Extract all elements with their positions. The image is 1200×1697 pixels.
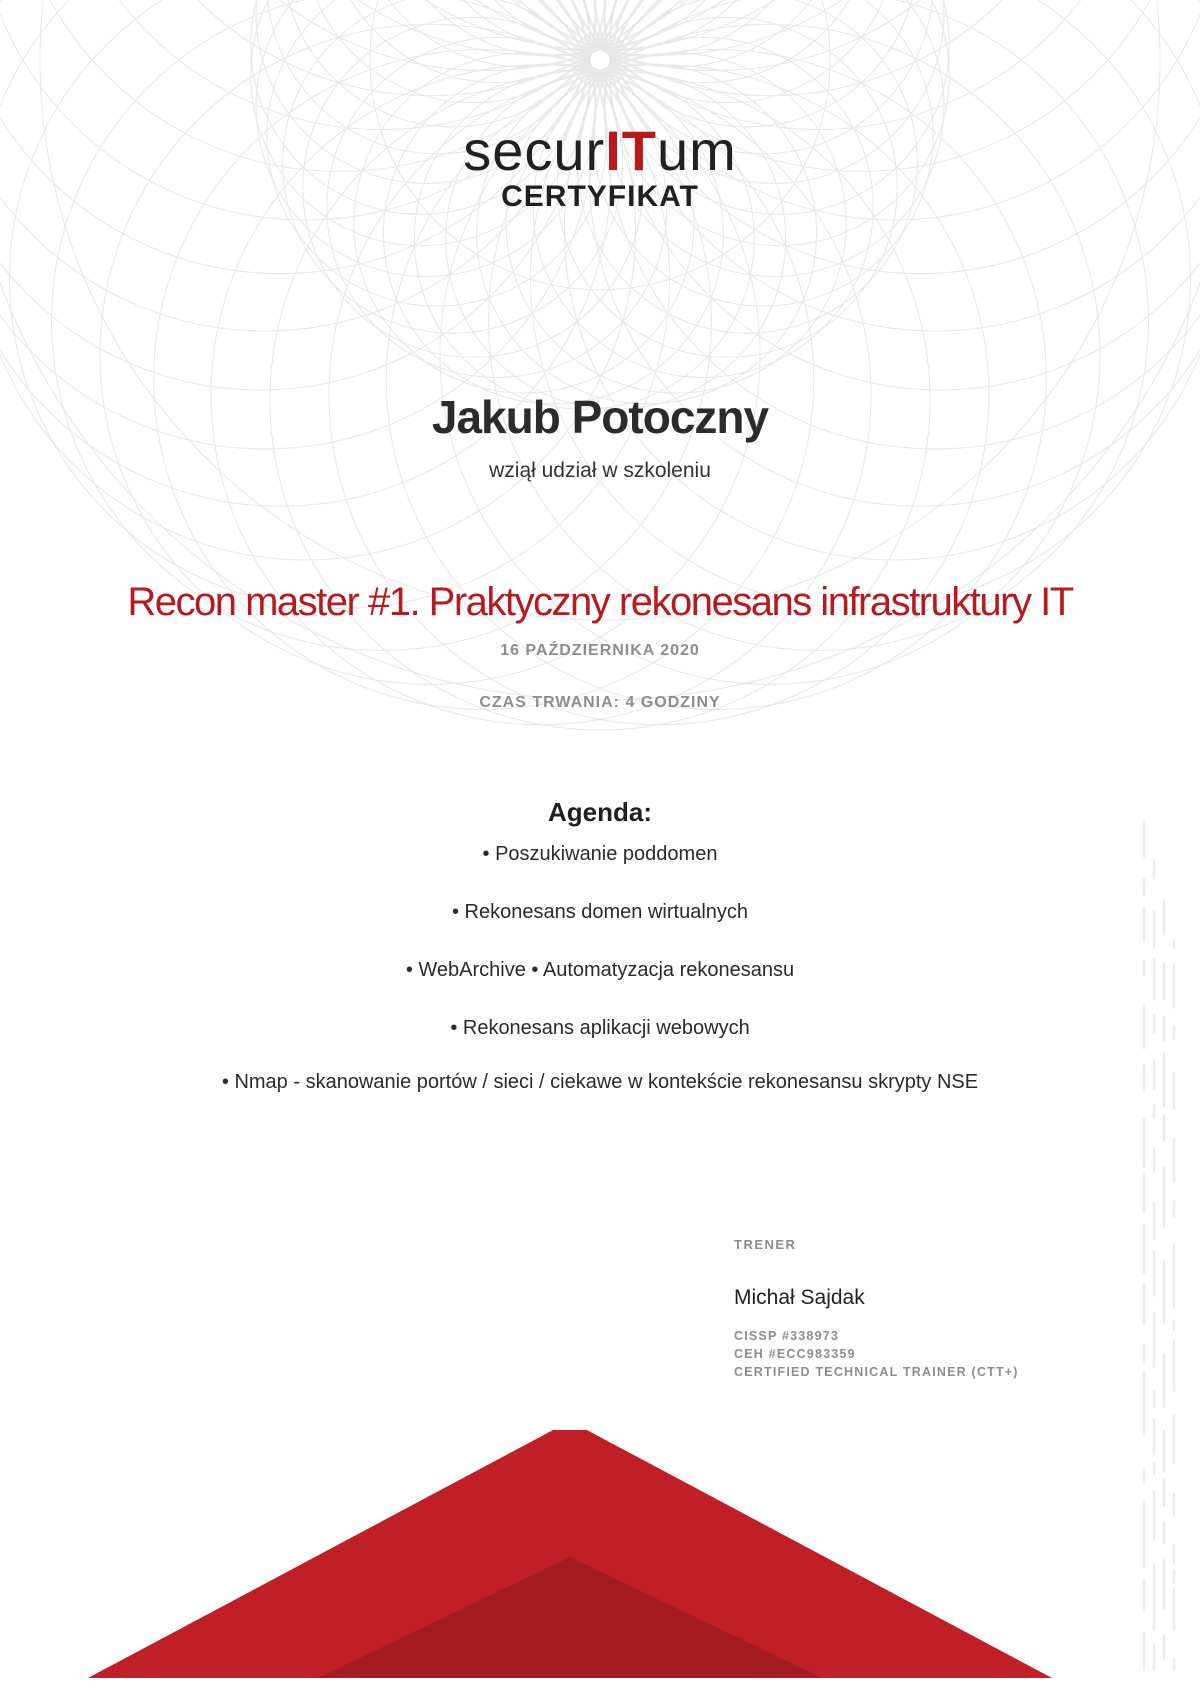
course-date: 16 PAŹDZIERNIKA 2020 — [500, 642, 700, 659]
agenda-title: Agenda: — [548, 797, 652, 827]
trainer-label: TRENER — [734, 1237, 797, 1252]
course-title: Recon master #1. Praktyczny rekonesans infrastruktury IT — [127, 580, 1073, 624]
took-part-text: wziął udział w szkoleniu — [489, 459, 711, 482]
course-duration: CZAS TRWANIA: 4 GODZINY — [479, 694, 721, 711]
trainer-credential: CISSP #338973 — [734, 1329, 840, 1343]
agenda-item: • Poszukiwanie poddomen — [482, 843, 718, 865]
trainer-credential: CEH #ECC983359 — [734, 1347, 856, 1361]
logo-text-accent: IT — [605, 119, 657, 182]
logo-text-part3: um — [656, 119, 737, 182]
agenda-item: • WebArchive • Automatyzacja rekonesansu — [405, 959, 795, 981]
trainer-credentials — [734, 1327, 1094, 1381]
securitum-logo — [0, 118, 1200, 183]
agenda-item: • Nmap - skanowanie portów / sieci / ciekawe w kontekście rekonesansu skrypty NSE — [221, 1071, 979, 1093]
logo-text-part1: secur — [463, 119, 606, 182]
bottom-triangle-decoration — [0, 1430, 1200, 1697]
pattern-circle — [154, 0, 814, 71]
agenda-item: • Rekonesans domen wirtualnych — [451, 901, 749, 923]
certificate-title: CERTYFIKAT — [501, 180, 699, 213]
trainer-credential: CERTIFIED TECHNICAL TRAINER (CTT+) — [734, 1365, 1019, 1379]
participant-name: Jakub Potoczny — [431, 391, 769, 443]
agenda-item: • Rekonesans aplikacji webowych — [450, 1017, 750, 1039]
pattern-circle — [386, 0, 1046, 71]
trainer-block — [734, 1237, 1094, 1381]
trainer-name: Michał Sajdak — [734, 1286, 865, 1309]
